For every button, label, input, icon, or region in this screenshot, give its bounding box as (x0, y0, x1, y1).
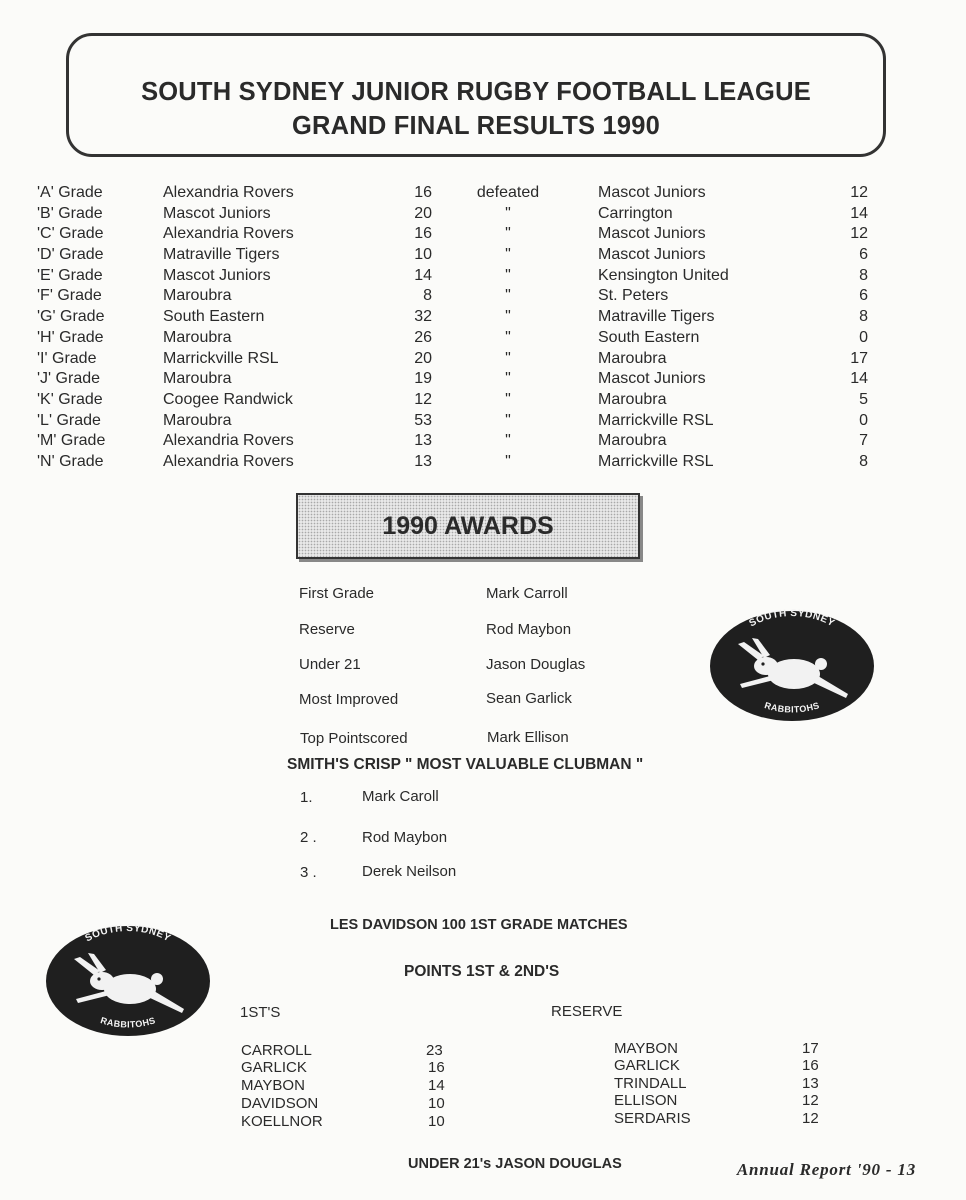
grade: 'K' Grade (37, 390, 103, 408)
result-verb: " (505, 287, 511, 305)
first-grade-points: 10 (428, 1095, 445, 1112)
reserve-player: SERDARIS (614, 1110, 691, 1127)
loser: Mascot Juniors (598, 225, 706, 243)
loser-score: 8 (859, 266, 868, 284)
loser: Maroubra (598, 432, 667, 450)
loser: St. Peters (598, 287, 669, 305)
award-recipient: Mark Ellison (487, 729, 569, 746)
reserve-points: 16 (802, 1057, 819, 1074)
grade: 'L' Grade (37, 411, 101, 429)
award-recipient: Sean Garlick (486, 690, 572, 707)
grade: 'B' Grade (37, 204, 103, 222)
winner-score: 16 (414, 225, 432, 243)
result-verb: " (505, 308, 511, 326)
winner: Maroubra (163, 328, 232, 346)
reserve-player: GARLICK (614, 1057, 680, 1074)
mvp-name: Rod Maybon (362, 829, 448, 846)
milestone-heading: LES DAVIDSON 100 1ST GRADE MATCHES (330, 917, 628, 933)
result-verb: " (505, 204, 511, 222)
grade: 'I' Grade (37, 349, 97, 367)
result-row (0, 412, 966, 433)
winner-score: 53 (414, 411, 432, 429)
grade: 'C' Grade (37, 225, 104, 243)
winner-score: 19 (414, 370, 432, 388)
reserve-points: 17 (802, 1040, 819, 1057)
grade: 'M' Grade (37, 432, 106, 450)
logo-bottom-text: RABBITOHS (99, 1015, 157, 1030)
result-verb: " (505, 266, 511, 284)
loser: Mascot Juniors (598, 184, 706, 201)
page-subtitle: GRAND FINAL RESULTS 1990 (291, 112, 660, 140)
mvp-name: Derek Neilson (362, 863, 457, 880)
winner-score: 10 (414, 246, 432, 264)
grade: 'G' Grade (37, 308, 105, 326)
result-row (0, 205, 966, 226)
grade: 'J' Grade (37, 370, 101, 388)
winner: Mascot Juniors (163, 204, 271, 222)
awards-title: 1990 AWARDS (382, 512, 554, 540)
loser-score: 14 (850, 370, 868, 388)
grade: 'A' Grade (37, 184, 103, 201)
rabbit-eye (761, 662, 764, 665)
rabbitohs-logo (44, 923, 212, 1039)
first-grade-label: 1ST'S (240, 1004, 281, 1021)
first-grade-player: MAYBON (241, 1077, 305, 1094)
rabbit-eye (97, 977, 100, 980)
loser-score: 17 (850, 349, 868, 367)
logo-top-text: SOUTH SYDNEY (83, 923, 173, 945)
result-verb: " (505, 390, 511, 408)
award-recipient: Jason Douglas (486, 656, 586, 673)
reserve-points: 13 (802, 1075, 819, 1092)
loser-score: 14 (850, 204, 868, 222)
under21-heading: UNDER 21's JASON DOUGLAS (408, 1156, 622, 1172)
winner: Alexandria Rovers (163, 225, 294, 243)
result-row (0, 391, 966, 412)
award-category: Under 21 (299, 656, 361, 673)
result-row (0, 308, 966, 329)
award-category: Most Improved (299, 691, 399, 708)
award-category: Reserve (299, 621, 355, 638)
grade: 'F' Grade (37, 287, 102, 305)
loser-score: 6 (859, 246, 868, 264)
winner-score: 16 (414, 184, 432, 201)
mvp-rank: 2 . (300, 829, 317, 846)
winner: Alexandria Rovers (163, 432, 294, 450)
result-row (0, 370, 966, 391)
winner-score: 26 (414, 328, 432, 346)
winner-score: 20 (414, 349, 432, 367)
result-verb: " (505, 328, 511, 346)
loser-score: 0 (859, 328, 868, 346)
logo-top-text: SOUTH SYDNEY (747, 608, 837, 630)
first-grade-points: 14 (428, 1077, 445, 1094)
logo-bottom-text: RABBITOHS (763, 700, 821, 715)
winner: Maroubra (163, 370, 232, 388)
result-row (0, 329, 966, 350)
first-grade-player: DAVIDSON (241, 1095, 319, 1112)
loser: Matraville Tigers (598, 308, 715, 326)
winner: Matraville Tigers (163, 246, 280, 264)
result-verb: " (505, 432, 511, 450)
winner: Coogee Randwick (163, 390, 293, 408)
winner-score: 32 (414, 308, 432, 326)
rabbitohs-logo (708, 608, 876, 724)
page-footer: Annual Report '90 - 13 (736, 1160, 916, 1179)
result-row (0, 350, 966, 371)
result-verb: " (505, 370, 511, 388)
mvp-rank: 1. (300, 789, 313, 806)
points-heading: POINTS 1ST & 2ND'S (404, 963, 560, 980)
winner-score: 14 (414, 266, 432, 284)
winner-score: 13 (414, 452, 432, 470)
winner: South Eastern (163, 308, 265, 326)
award-recipient: Mark Carroll (486, 585, 568, 602)
loser-score: 12 (850, 184, 868, 201)
winner-score: 8 (423, 287, 432, 305)
loser: Mascot Juniors (598, 246, 706, 264)
reserve-points: 12 (802, 1110, 819, 1127)
result-row (0, 287, 966, 308)
mvp-rank: 3 . (300, 864, 317, 881)
first-grade-points: 23 (426, 1042, 443, 1059)
result-verb: " (505, 349, 511, 367)
result-verb: " (505, 225, 511, 243)
winner-score: 12 (414, 390, 432, 408)
loser: Maroubra (598, 349, 667, 367)
result-row (0, 225, 966, 246)
result-row (0, 453, 966, 474)
loser: Carrington (598, 204, 673, 222)
first-grade-player: GARLICK (241, 1059, 307, 1076)
first-grade-player: KOELLNOR (241, 1113, 323, 1130)
result-row (0, 184, 966, 205)
loser-score: 12 (850, 225, 868, 243)
winner-score: 13 (414, 432, 432, 450)
loser: Mascot Juniors (598, 370, 706, 388)
result-row (0, 246, 966, 267)
reserve-player: TRINDALL (614, 1075, 687, 1092)
reserve-player: MAYBON (614, 1040, 678, 1057)
result-verb: " (505, 411, 511, 429)
page-title: SOUTH SYDNEY JUNIOR RUGBY FOOTBALL LEAGUE (141, 78, 811, 106)
result-row (0, 432, 966, 453)
first-grade-points: 16 (428, 1059, 445, 1076)
loser: South Eastern (598, 328, 700, 346)
loser: Marrickville RSL (598, 411, 714, 429)
title-box (66, 33, 886, 157)
loser-score: 0 (859, 411, 868, 429)
mvp-heading: SMITH'S CRISP " MOST VALUABLE CLUBMAN " (287, 756, 644, 773)
winner: Alexandria Rovers (163, 184, 294, 201)
loser: Maroubra (598, 390, 667, 408)
winner: Mascot Juniors (163, 266, 271, 284)
award-category: First Grade (299, 585, 375, 602)
winner-score: 20 (414, 204, 432, 222)
award-category: Top Pointscored (300, 730, 408, 747)
mvp-name: Mark Caroll (362, 788, 439, 805)
result-verb: defeated (476, 184, 540, 201)
reserve-label: RESERVE (551, 1003, 623, 1020)
loser-score: 5 (859, 390, 868, 408)
result-verb: " (505, 246, 511, 264)
award-recipient: Rod Maybon (486, 621, 572, 638)
loser-score: 8 (859, 452, 868, 470)
winner: Maroubra (163, 411, 232, 429)
winner: Marrickville RSL (163, 349, 279, 367)
result-row (0, 267, 966, 288)
reserve-player: ELLISON (614, 1092, 678, 1109)
loser-score: 6 (859, 287, 868, 305)
first-grade-points: 10 (428, 1113, 445, 1130)
loser: Kensington United (598, 266, 729, 284)
loser-score: 7 (859, 432, 868, 450)
loser-score: 8 (859, 308, 868, 326)
first-grade-player: CARROLL (241, 1042, 312, 1059)
result-verb: " (505, 452, 511, 470)
winner: Alexandria Rovers (163, 452, 294, 470)
grade: 'E' Grade (37, 266, 103, 284)
awards-heading-box (296, 493, 640, 559)
results-table (0, 184, 966, 474)
grade: 'N' Grade (37, 452, 104, 470)
reserve-points: 12 (802, 1092, 819, 1109)
loser: Marrickville RSL (598, 452, 714, 470)
grade: 'D' Grade (37, 246, 104, 264)
grade: 'H' Grade (37, 328, 104, 346)
winner: Maroubra (163, 287, 232, 305)
